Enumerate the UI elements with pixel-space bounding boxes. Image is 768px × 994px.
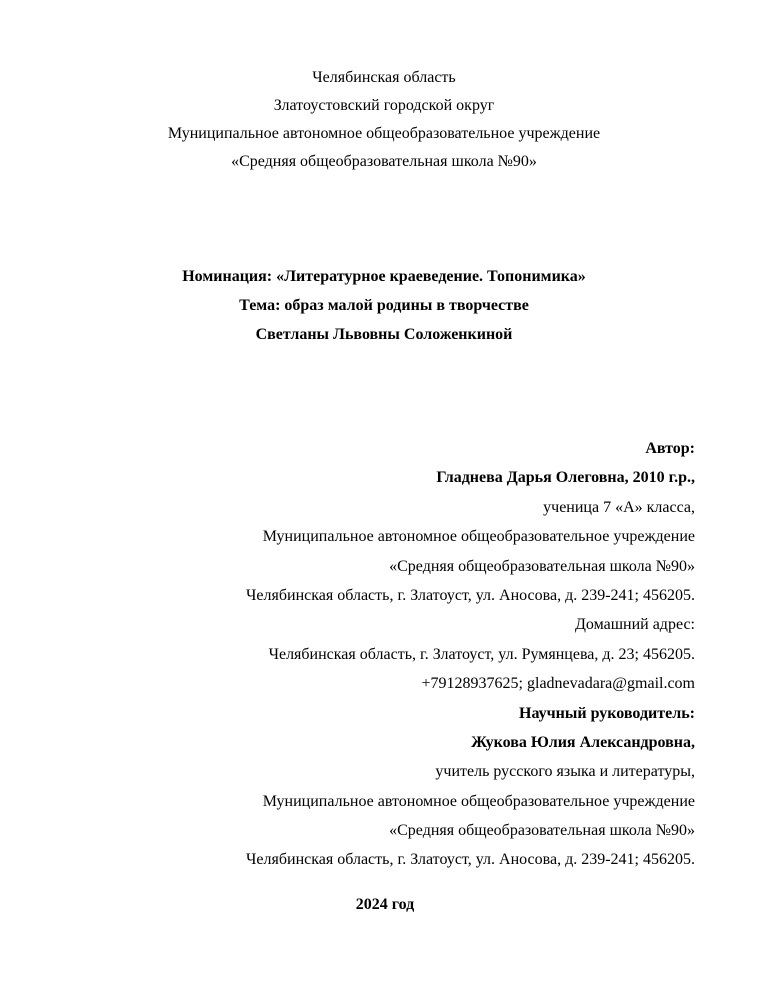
header-institution-type: Муниципальное автономное общеобразовательное учреждение bbox=[167, 125, 601, 142]
header-school-name: «Средняя общеобразовательная школа №90» bbox=[231, 153, 537, 170]
author-school-address: Челябинская область, г. Златоуст, ул. Аносова, д. 239-241; 456205. bbox=[246, 586, 695, 604]
theme-line-1: Тема: образ малой родины в творчестве bbox=[239, 297, 529, 314]
nomination-title: Номинация: «Литературное краеведение. Топонимика» bbox=[182, 268, 586, 285]
topic-block bbox=[0, 262, 768, 349]
supervisor-label: Научный руководитель: bbox=[519, 704, 695, 722]
document-year: 2024 год bbox=[355, 896, 415, 913]
header-region: Челябинская область bbox=[312, 69, 456, 86]
author-grade: ученица 7 «А» класса, bbox=[543, 498, 695, 516]
author-school-name: «Средняя общеобразовательная школа №90» bbox=[389, 557, 695, 575]
supervisor-school-name: «Средняя общеобразовательная школа №90» bbox=[389, 822, 695, 840]
header-district: Златоустовский городской округ bbox=[273, 97, 495, 114]
home-address-label: Домашний адрес: bbox=[574, 616, 695, 634]
home-address: Челябинская область, г. Златоуст, ул. Румянцева, д. 23; 456205. bbox=[268, 645, 695, 663]
header-block bbox=[0, 64, 768, 176]
author-label: Автор: bbox=[645, 440, 695, 457]
footer-block bbox=[0, 893, 768, 917]
supervisor-position: учитель русского языка и литературы, bbox=[435, 763, 695, 781]
supervisor-name: Жукова Юлия Александровна, bbox=[471, 733, 695, 751]
supervisor-school-address: Челябинская область, г. Златоуст, ул. Аносова, д. 239-241; 456205. bbox=[246, 851, 695, 869]
author-institution-type: Муниципальное автономное общеобразовательное учреждение bbox=[262, 528, 695, 546]
theme-line-2: Светланы Львовны Соложенкиной bbox=[255, 326, 513, 343]
author-info-block bbox=[55, 434, 695, 875]
author-contacts: +79128937625; gladnevadara@gmail.com bbox=[421, 675, 695, 693]
supervisor-institution-type: Муниципальное автономное общеобразовательное учреждение bbox=[262, 792, 695, 810]
author-name: Гладнева Дарья Олеговна, 2010 г.р., bbox=[436, 469, 695, 487]
